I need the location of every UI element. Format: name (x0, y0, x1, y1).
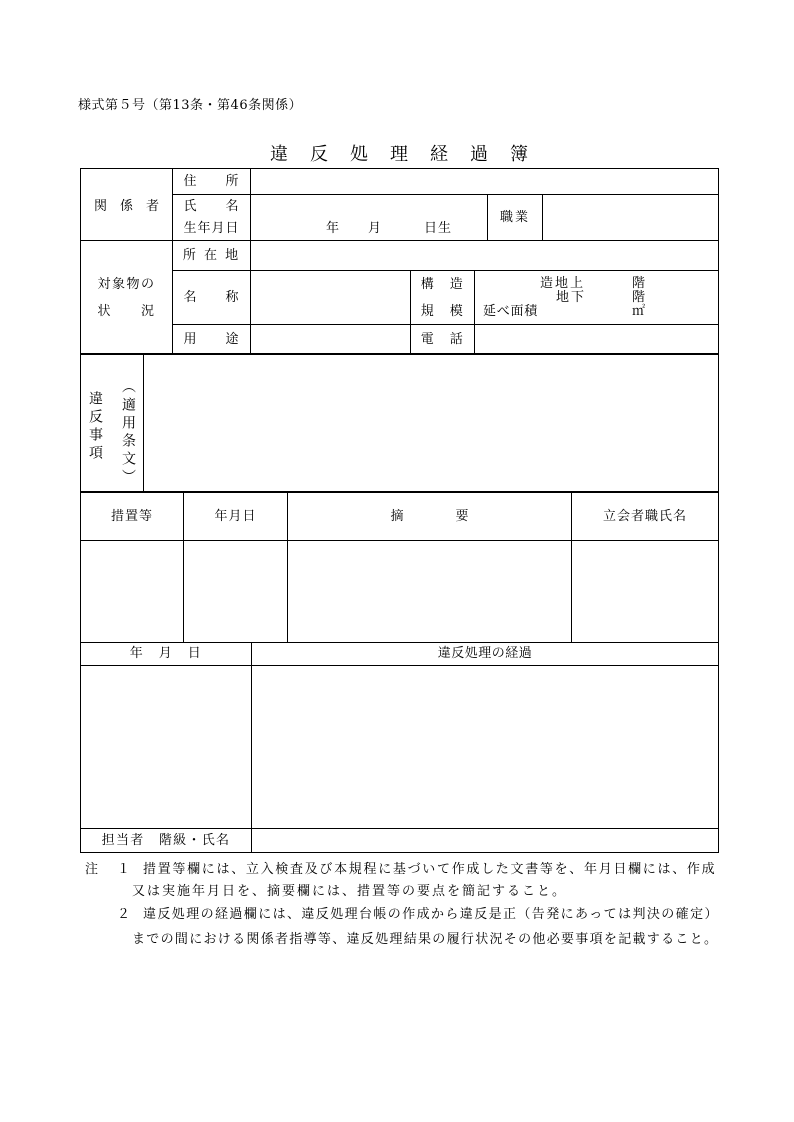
measures-measure-cell (80, 540, 184, 643)
phone-value-cell (474, 324, 719, 355)
progress-date-header (80, 642, 252, 666)
measures-header-summary (287, 492, 572, 541)
progress-header (251, 642, 719, 666)
aboveground-label: 造地上 (540, 276, 586, 291)
target-label-line2: 状 況 (97, 303, 156, 319)
notes-marker: 注 (85, 862, 99, 877)
measures-summary-cell (287, 540, 572, 643)
name-value-cell (250, 194, 488, 241)
progress-header-label: 違反処理の経過 (437, 646, 533, 661)
use-value-cell (250, 324, 411, 355)
target-label-line1: 対象物の (97, 276, 156, 292)
note-line: までの間における関係者指導等、違反処理結果の履行状況その他必要事項を記載すること。 (132, 932, 719, 947)
form-title: 違 反 処 理 経 過 簿 (270, 144, 530, 165)
measures-witness-cell (571, 540, 719, 643)
witness-header-label: 立会者職氏名 (602, 508, 687, 524)
note-line: 措置等欄には、立入検査及び本規程に基づいて作成した文書等を、年月日欄には、作成 (143, 862, 717, 877)
measures-date-cell (183, 540, 288, 643)
address-value-cell (250, 168, 719, 195)
occupation-label: 職業 (499, 209, 530, 225)
facility-name-label: 名 称 (183, 289, 240, 305)
phone-label: 電 話 (420, 331, 465, 347)
name-label-cell (172, 194, 251, 241)
progress-body-cell (251, 665, 719, 829)
violation-value-cell (143, 354, 719, 493)
note-number: ２ (117, 907, 131, 922)
address-label: 住 所 (183, 173, 240, 189)
violation-label: 違反事項 (87, 391, 103, 463)
section-divider-rule (80, 353, 719, 355)
facility-name-label-cell (172, 270, 251, 325)
location-value-cell (250, 240, 719, 271)
structure-label: 構 造 (420, 276, 465, 292)
use-label: 用 途 (183, 331, 240, 347)
section-divider-rule (80, 491, 719, 493)
occupation-value-cell (542, 194, 719, 241)
summary-header-label: 摘 要 (390, 508, 469, 524)
address-label-cell (172, 168, 251, 195)
measures-header-date (183, 492, 288, 541)
parties-label-cell (80, 168, 173, 241)
measures-header-measure (80, 492, 184, 541)
officer-value-cell (251, 828, 719, 853)
phone-label-cell (410, 324, 475, 355)
birthdate-format: 年 月 日生 (326, 221, 453, 236)
measure-header-label: 措置等 (110, 508, 153, 524)
parties-label: 関 係 者 (93, 198, 159, 214)
area-unit: ㎡ (632, 304, 646, 319)
underground-floor-unit: 階 (632, 290, 646, 305)
note-line: 違反処理の経過欄には、違反処理台帳の作成から違反是正（告発にあっては判決の確定） (143, 907, 719, 922)
progress-date-header-label: 年 月 日 (129, 646, 203, 661)
scale-label: 規 模 (420, 303, 465, 319)
applicable-article-label: （適用条文） (120, 379, 136, 487)
location-label: 所 在 地 (182, 247, 241, 263)
location-label-cell (172, 240, 251, 271)
progress-date-cell (80, 665, 252, 829)
underground-label: 地下 (556, 290, 587, 305)
aboveground-floor-unit: 階 (632, 276, 646, 291)
structure-label-cell (410, 270, 475, 325)
note-line: 又は実施年月日を、摘要欄には、措置等の要点を簡記すること。 (132, 884, 568, 899)
note-number: １ (117, 862, 131, 877)
occupation-label-cell (487, 194, 543, 241)
date-header-label: 年月日 (214, 508, 257, 524)
form-number: 様式第５号（第13条・第46条関係） (78, 98, 303, 113)
birthdate-label: 生年月日 (183, 220, 240, 236)
officer-label: 担当者 階級・氏名 (101, 832, 231, 848)
use-label-cell (172, 324, 251, 355)
structure-value-cell (474, 270, 719, 325)
measures-header-witness (571, 492, 719, 541)
target-label-cell (80, 240, 173, 355)
floor-area-label: 延べ面積 (483, 304, 539, 319)
name-label: 氏 名 (183, 198, 240, 214)
officer-label-cell (80, 828, 252, 853)
facility-name-value-cell (250, 270, 411, 325)
violation-label-cell (80, 354, 144, 493)
